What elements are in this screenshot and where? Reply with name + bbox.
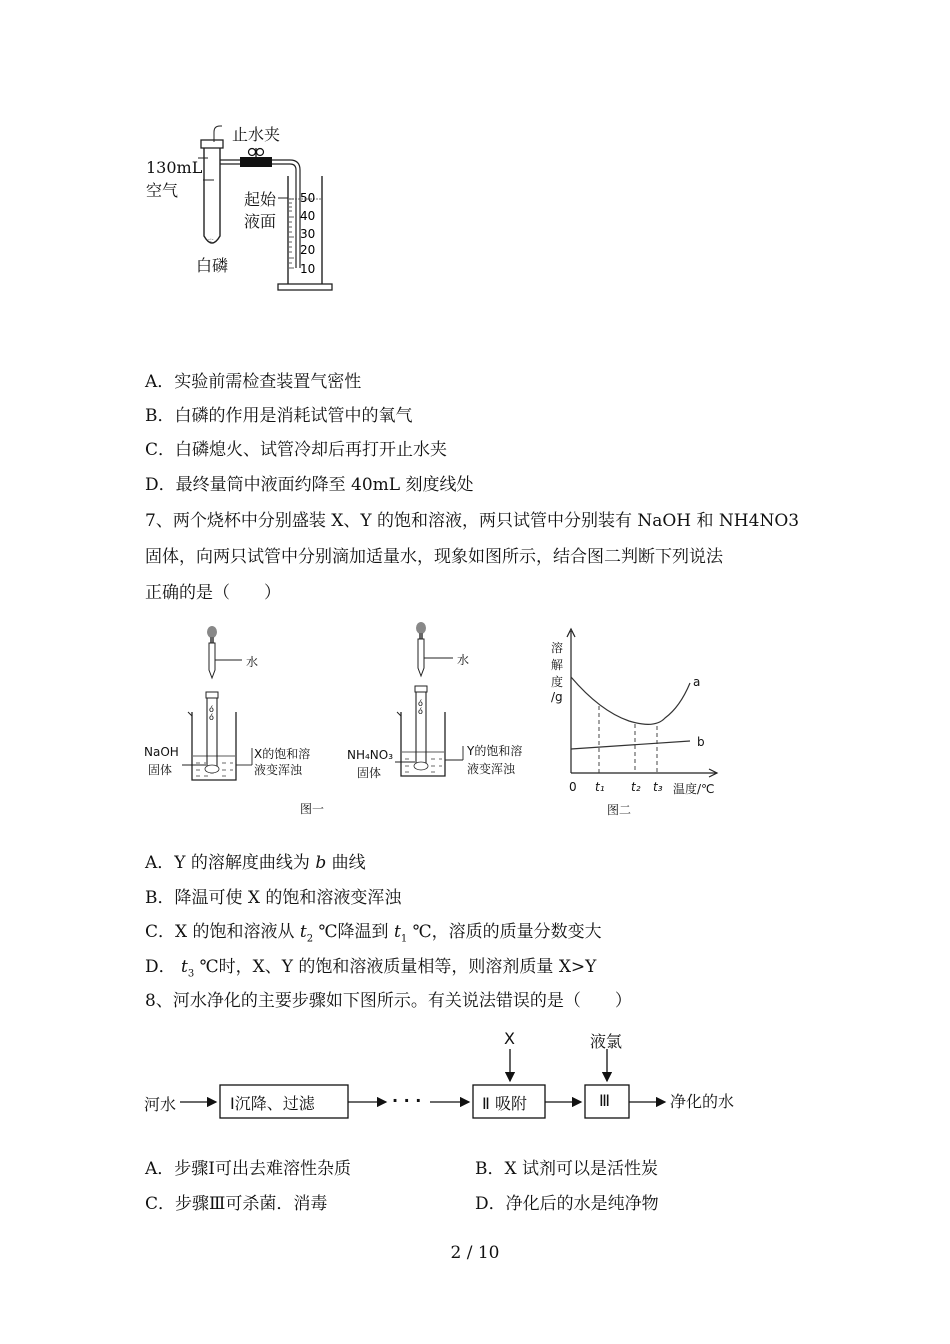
- beaker-figure-right: [345, 620, 545, 820]
- origin-label: 0: [569, 780, 577, 794]
- q8-option-d: D．净化后的水是纯净物: [475, 1194, 659, 1214]
- curve-b-label: b: [697, 735, 705, 749]
- q7-option-c: [145, 920, 602, 951]
- y-saturated-label: Y的饱和溶: [467, 744, 523, 758]
- start-level-label: 起始: [244, 190, 277, 209]
- q7-option-c-t1: t: [393, 922, 401, 942]
- water-label-left: 水: [246, 655, 259, 669]
- x-reagent-label: X: [504, 1029, 515, 1048]
- svg-text:·:·: ·:·: [208, 237, 214, 244]
- q7-option-a: [145, 851, 366, 875]
- page-number: 2 / 10: [450, 1243, 500, 1263]
- q7-option-b: B．降温可使 X 的饱和溶液变浑浊: [145, 888, 402, 908]
- q8-stem: 8、河水净化的主要步骤如下图所示。有关说法错误的是（ ）: [145, 991, 632, 1011]
- t2-label: t₂: [631, 780, 641, 794]
- curve-a-label: a: [693, 675, 701, 689]
- water-label-right: 水: [457, 653, 470, 667]
- q8-option-c: C．步骤Ⅲ可杀菌．消毒: [145, 1194, 328, 1214]
- q6-option-a: A．实验前需检查装置气密性: [145, 372, 362, 392]
- q8-option-b: B．X 试剂可以是活性炭: [475, 1159, 658, 1179]
- q7-option-c-t2: t: [299, 922, 307, 942]
- figure-two-caption: 图二: [607, 803, 632, 817]
- q7-option-d-post: ℃时，X、Y 的饱和溶液质量相等，则溶剂质量 X>Y: [194, 957, 597, 977]
- q7-option-d-t3-sub: 3: [187, 968, 195, 980]
- beaker-drawing-right: [345, 620, 545, 820]
- q7-stem-line-2: 固体，向两只试管中分别滴加适量水，现象如图所示，结合图二判断下列说法: [145, 547, 723, 567]
- q6-option-b: B．白磷的作用是消耗试管中的氧气: [145, 406, 413, 426]
- apparatus-drawing: [140, 118, 340, 303]
- solid-label-left: 固体: [148, 763, 173, 777]
- q7-option-c-t2-sub: 2: [306, 933, 314, 945]
- phosphorus-label: 白磷: [196, 256, 229, 275]
- nh4no3-label: NH₄NO₃: [347, 748, 394, 762]
- beaker-figure-left: [140, 620, 340, 820]
- solid-label-right: 固体: [357, 766, 382, 780]
- beaker-drawing-left: [140, 620, 340, 820]
- q6-option-c: C．白磷熄火、试管冷却后再打开止水夹: [145, 440, 448, 460]
- svg-text:ó: ó: [418, 699, 423, 708]
- q7-option-d-t3: t: [181, 957, 188, 977]
- q7-stem-line-1: 7、两个烧杯中分别盛装 X、Y 的饱和溶液，两只试管中分别装有 NaOH 和 NH4NO3: [145, 511, 800, 531]
- water-purification-flowchart: [140, 1025, 760, 1125]
- ellipsis-label: · · ·: [392, 1091, 422, 1110]
- q7-option-c-mid: ℃降温到: [313, 922, 394, 942]
- q7-option-a-curve: b: [315, 853, 327, 873]
- scale-10: 10: [300, 262, 316, 276]
- scale-20: 20: [300, 243, 316, 257]
- x-axis-label: 温度/℃: [673, 782, 715, 796]
- q7-option-d: [145, 955, 596, 986]
- q7-stem-line-3: 正确的是（ ）: [145, 583, 281, 603]
- air-label: 空气: [146, 181, 179, 200]
- naoh-label: NaOH: [144, 745, 179, 759]
- svg-text:ó: ó: [418, 707, 423, 716]
- q8-option-a: A．步骤Ⅰ可出去难溶性杂质: [145, 1159, 351, 1179]
- y-axis-label-1: 溶: [551, 641, 564, 655]
- y-axis-label-3: 度: [551, 675, 564, 689]
- svg-text:ó: ó: [209, 705, 214, 714]
- start-level-label-2: 液面: [244, 212, 277, 231]
- turbid-label-left: 液变浑浊: [254, 763, 303, 777]
- curve-a: [571, 677, 690, 724]
- purified-water-label: 净化的水: [670, 1092, 735, 1111]
- phosphorus-apparatus-figure: [140, 118, 340, 303]
- solubility-chart: [545, 625, 735, 825]
- scale-50: 50: [300, 191, 316, 205]
- q7-option-c-post: ℃，溶质的质量分数变大: [407, 922, 602, 942]
- step2-label: Ⅱ 吸附: [482, 1094, 527, 1113]
- scale-30: 30: [300, 227, 316, 241]
- air-volume-label: 130mL: [146, 158, 203, 177]
- y-axis-label-2: 解: [551, 658, 564, 672]
- step3-label: Ⅲ: [599, 1091, 611, 1110]
- q7-option-d-pre: D．: [145, 957, 182, 977]
- river-water-label: 河水: [144, 1095, 177, 1114]
- q7-option-a-post: 曲线: [326, 853, 366, 873]
- t1-label: t₁: [595, 780, 605, 794]
- scale-40: 40: [300, 209, 316, 223]
- t3-label: t₃: [653, 780, 663, 794]
- x-saturated-label: X的饱和溶: [254, 747, 311, 761]
- figure-one-caption: 图一: [300, 802, 325, 816]
- q7-option-a-pre: A．Y 的溶解度曲线为: [145, 853, 316, 873]
- y-axis-label-4: /g: [551, 690, 563, 704]
- q6-option-d: D．最终量筒中液面约降至 40mL 刻度线处: [145, 475, 474, 495]
- svg-text:ó: ó: [209, 713, 214, 722]
- q7-option-c-pre: C．X 的饱和溶液从: [145, 922, 300, 942]
- step1-label: Ⅰ沉降、过滤: [230, 1094, 315, 1113]
- q7-option-c-t1-sub: 1: [400, 933, 408, 945]
- curve-b: [571, 741, 690, 749]
- clamp-label: 止水夹: [232, 125, 281, 144]
- turbid-label-right: 液变浑浊: [467, 762, 516, 776]
- liquid-chlorine-label: 液氯: [590, 1032, 623, 1051]
